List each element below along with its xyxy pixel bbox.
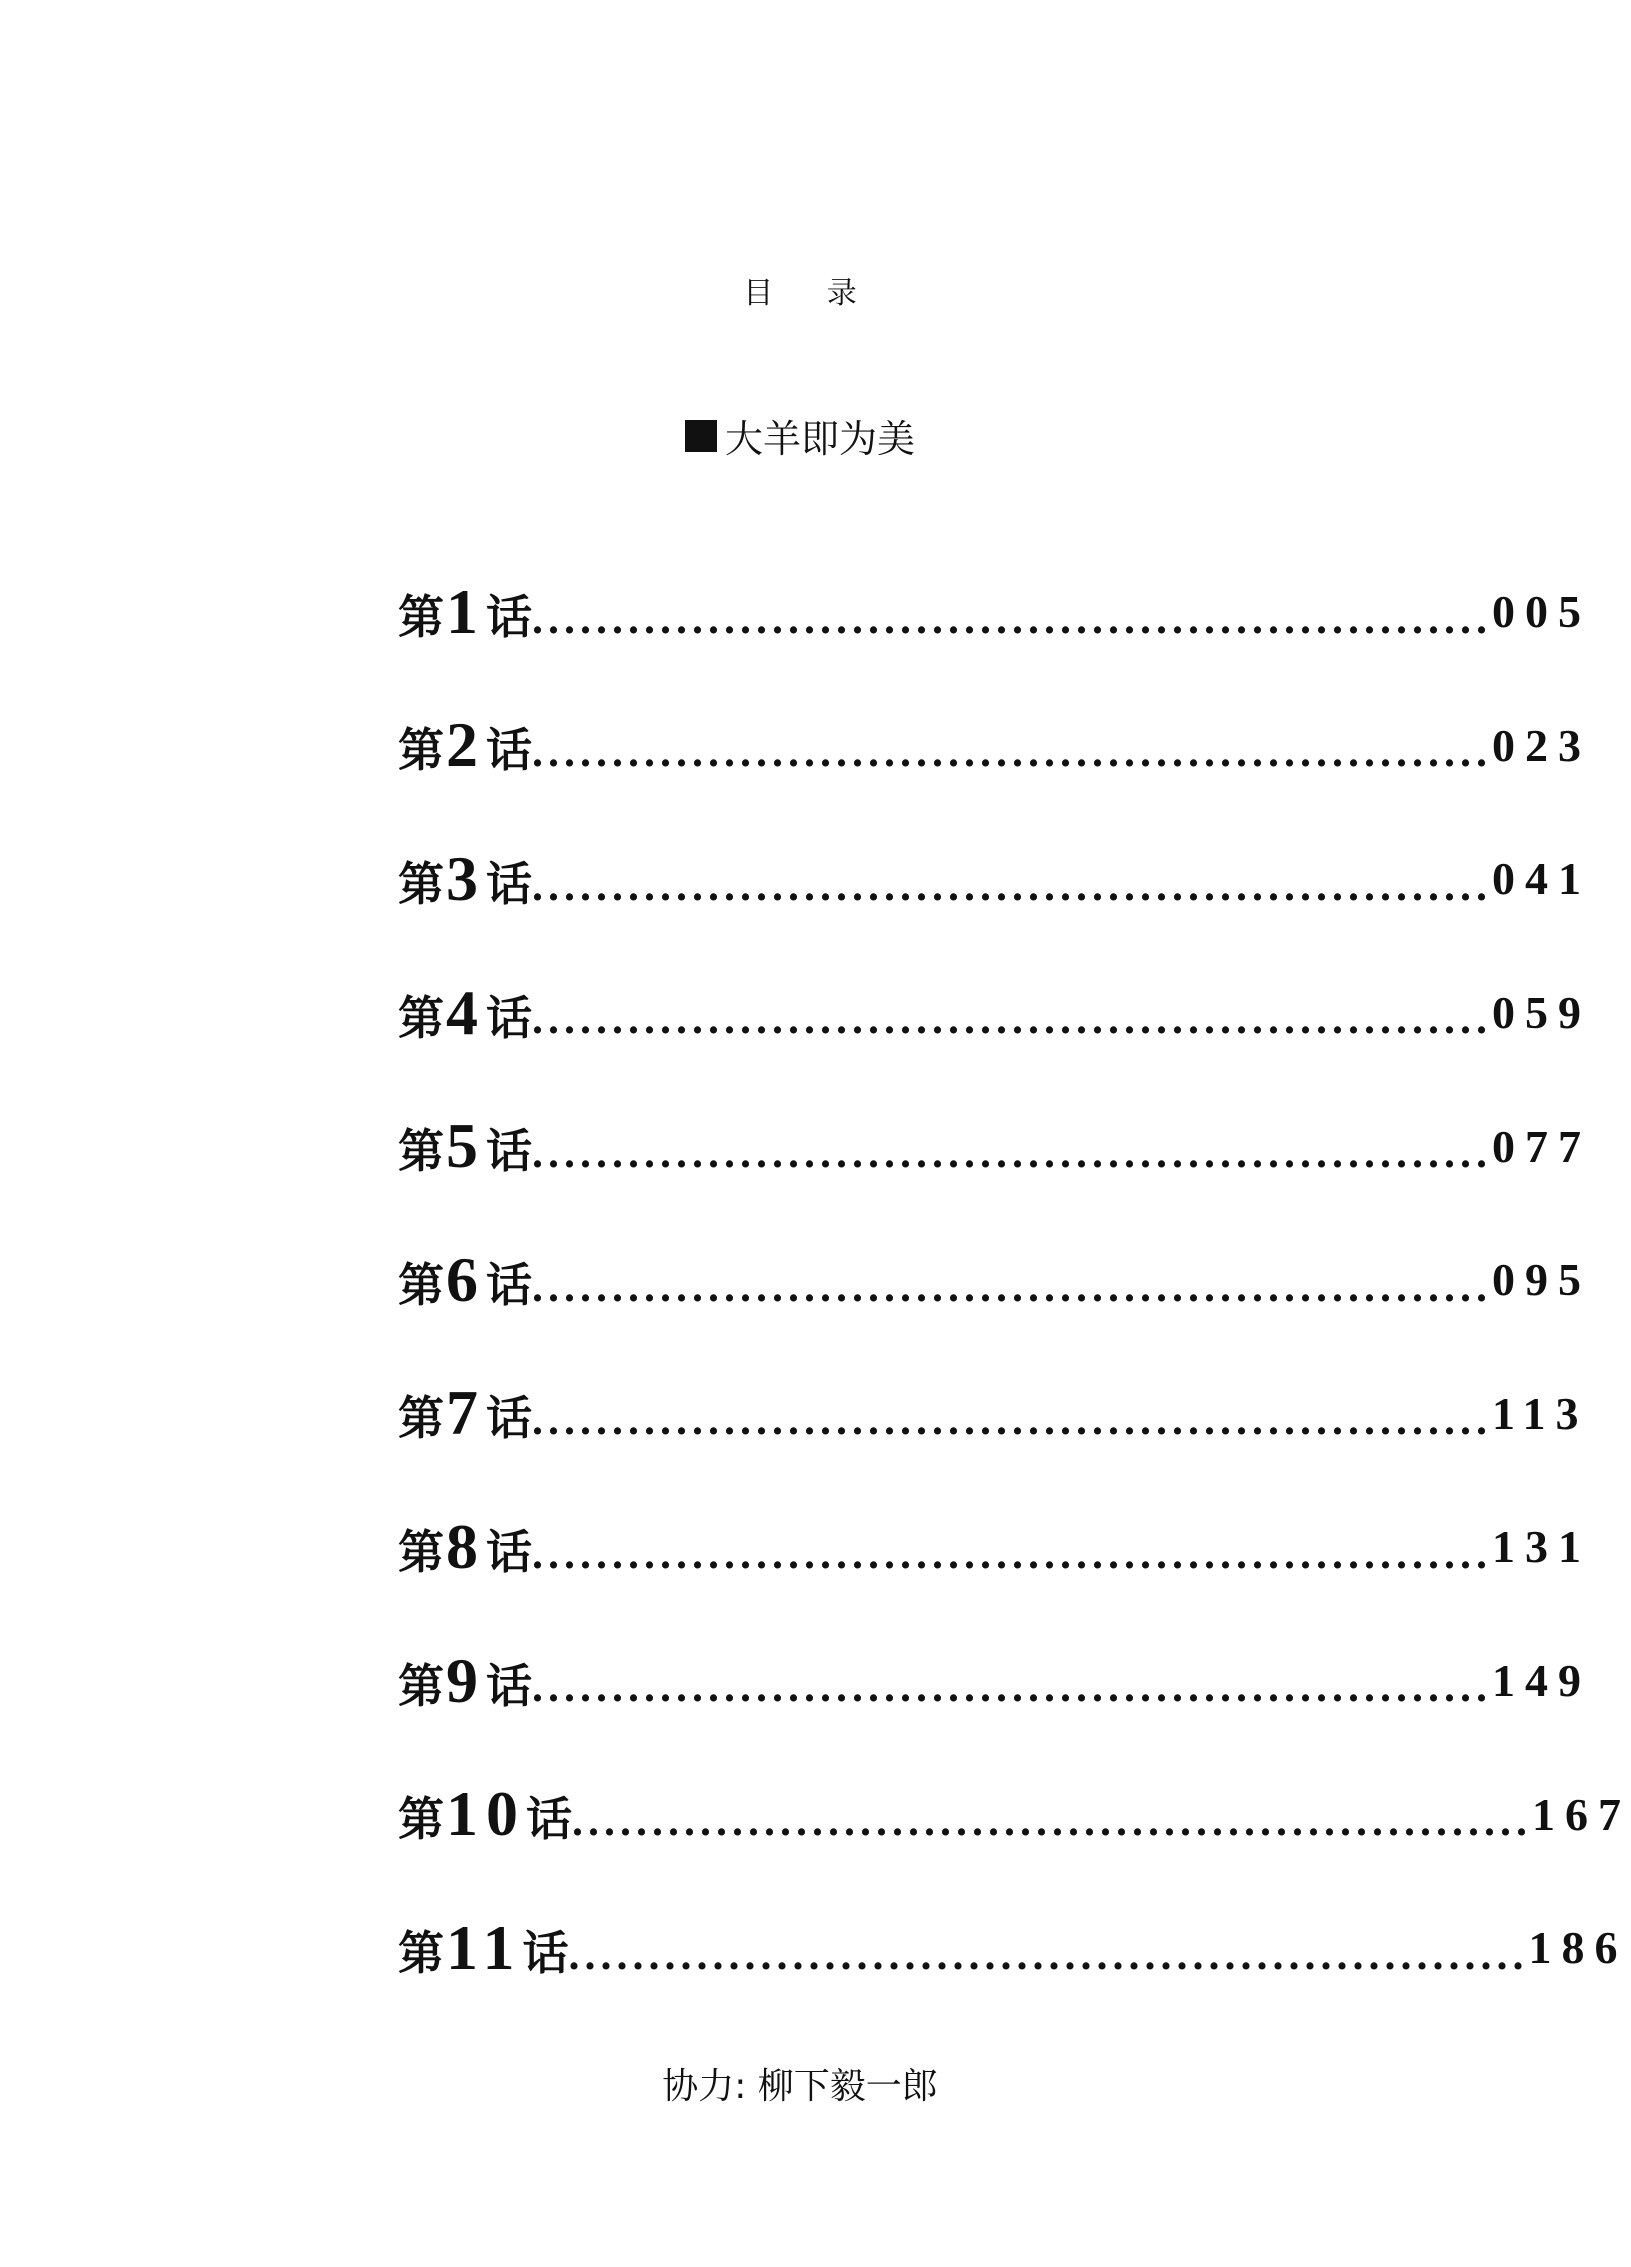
toc-entry-label: [398, 1777, 572, 1851]
chapter-suffix: 话: [486, 856, 532, 911]
toc-entry-label: [398, 842, 532, 916]
chapter-prefix: 第: [398, 1124, 444, 1179]
toc-entry-label: [398, 1109, 532, 1183]
page-number: 131: [1492, 1521, 1591, 1573]
chapter-suffix: 话: [526, 1792, 572, 1847]
credit-line: 协力: 柳下毅一郎: [662, 2066, 938, 2107]
chapter-number: 3: [446, 842, 486, 914]
toc-entry[interactable]: [398, 946, 1591, 1080]
chapter-suffix: 话: [486, 1257, 532, 1312]
toc-entry[interactable]: [398, 679, 1591, 813]
page-number: 186: [1528, 1922, 1628, 1974]
toc-entry[interactable]: [398, 1480, 1591, 1614]
chapter-number: 6: [446, 1243, 486, 1315]
dot-leader: ............................................................: [532, 1662, 1492, 1712]
chapter-prefix: 第: [398, 1925, 444, 1980]
chapter-suffix: 话: [486, 1658, 532, 1713]
toc-entry-label: [398, 575, 532, 649]
chapter-prefix: 第: [398, 589, 444, 644]
toc-entry[interactable]: [398, 1747, 1631, 1881]
chapter-number: 10: [446, 1778, 526, 1850]
chapter-prefix: 第: [398, 1391, 444, 1446]
table-of-contents: [398, 545, 1631, 2015]
toc-entry-label: [398, 1911, 568, 1985]
toc-entry[interactable]: [398, 1213, 1591, 1347]
page-number: 149: [1492, 1655, 1591, 1707]
chapter-number: 11: [446, 1911, 523, 1983]
page-number: 095: [1492, 1254, 1591, 1306]
toc-entry-label: [398, 976, 532, 1050]
dot-leader: ............................................................: [532, 994, 1492, 1044]
toc-entry-label: [398, 1644, 532, 1718]
page-number: 059: [1492, 987, 1591, 1039]
chapter-prefix: 第: [398, 1658, 444, 1713]
chapter-prefix: 第: [398, 1792, 444, 1847]
book-subtitle: [0, 408, 1600, 463]
dot-leader: ............................................................: [532, 860, 1492, 910]
chapter-suffix: 话: [486, 589, 532, 644]
toc-entry[interactable]: [398, 545, 1591, 679]
toc-entry-label: [398, 1510, 532, 1584]
chapter-number: 4: [446, 976, 486, 1048]
toc-entry[interactable]: [398, 1881, 1628, 2015]
chapter-number: 2: [446, 709, 486, 781]
page-number: 113: [1492, 1387, 1589, 1439]
chapter-suffix: 话: [486, 990, 532, 1045]
dot-leader: ............................................................: [532, 593, 1492, 643]
toc-entry[interactable]: [398, 1079, 1591, 1213]
chapter-suffix: 话: [486, 1391, 532, 1446]
dot-leader: ............................................................: [532, 1127, 1492, 1177]
dot-leader: ............................................................: [532, 1261, 1492, 1311]
dot-leader: ............................................................: [532, 1395, 1492, 1445]
toc-entry[interactable]: [398, 1614, 1591, 1748]
toc-entry-label: [398, 708, 532, 782]
chapter-prefix: 第: [398, 1524, 444, 1579]
chapter-suffix: 话: [486, 1124, 532, 1179]
page-number: 167: [1532, 1788, 1631, 1840]
filled-square-icon: [685, 420, 717, 452]
toc-entry-label: [398, 1376, 532, 1450]
chapter-prefix: 第: [398, 856, 444, 911]
chapter-prefix: 第: [398, 1257, 444, 1312]
chapter-suffix: 话: [486, 1524, 532, 1579]
page-number: 077: [1492, 1120, 1591, 1172]
chapter-number: 7: [446, 1377, 486, 1449]
chapter-prefix: 第: [398, 723, 444, 778]
chapter-number: 1: [446, 575, 486, 647]
toc-entry-label: [398, 1243, 532, 1317]
toc-entry[interactable]: [398, 812, 1591, 946]
dot-leader: ............................................................: [532, 727, 1492, 777]
book-subtitle-text: 大羊即为美: [724, 417, 915, 461]
dot-leader: ............................................................: [572, 1795, 1532, 1845]
toc-entry[interactable]: [398, 1347, 1589, 1481]
dot-leader: ............................................................: [532, 1528, 1492, 1578]
chapter-number: 9: [446, 1644, 486, 1716]
chapter-suffix: 话: [522, 1925, 569, 1980]
dot-leader: ............................................................: [568, 1929, 1529, 1979]
chapter-number: 8: [446, 1510, 486, 1582]
chapter-number: 5: [446, 1110, 486, 1182]
page-heading: 目 录: [743, 276, 879, 311]
chapter-suffix: 话: [486, 723, 532, 778]
page-number: 023: [1492, 719, 1591, 771]
page-number: 041: [1492, 853, 1591, 905]
page-number: 005: [1492, 586, 1591, 638]
chapter-prefix: 第: [398, 990, 444, 1045]
